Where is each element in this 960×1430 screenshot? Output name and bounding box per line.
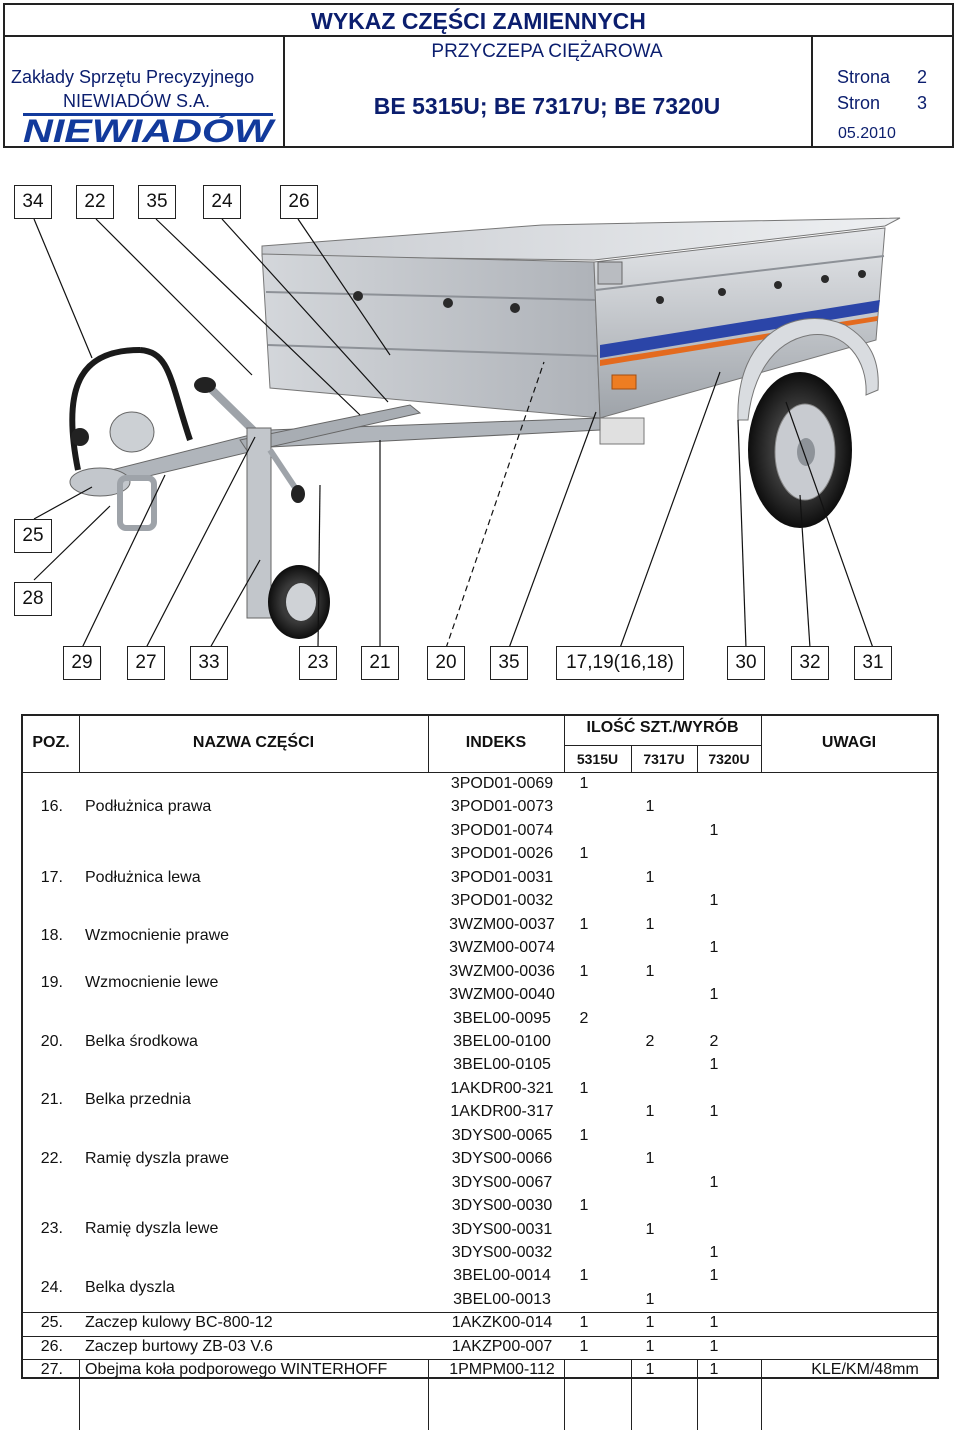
part-quantity: 1 (709, 1361, 719, 1379)
col-divider (697, 1359, 698, 1429)
part-name: Ramię dyszla prawe (85, 1149, 230, 1167)
part-position: 27. (40, 1360, 63, 1378)
part-index: 3DYS00-0065 (451, 1126, 553, 1144)
part-position: 23. (40, 1220, 63, 1238)
callout-22: 22 (76, 185, 114, 219)
callout-24: 24 (203, 185, 241, 219)
part-position: 25. (40, 1314, 63, 1332)
part-quantity: 1 (579, 1314, 589, 1332)
col-header-remarks: UWAGI (821, 734, 877, 751)
part-index: 3BEL00-0100 (453, 1032, 551, 1050)
part-index: 3DYS00-0032 (451, 1244, 553, 1261)
part-name: Belka środkowa (85, 1032, 198, 1050)
part-quantity: 1 (579, 845, 589, 863)
part-name: Obejma koła podporowego WINTERHOFF (85, 1360, 388, 1378)
part-quantity: 1 (645, 1290, 655, 1308)
callout-17-19: 17,19(16,18) (556, 646, 684, 680)
part-index: 3WZM00-0037 (449, 915, 555, 933)
col-divider (761, 1359, 762, 1429)
part-name: Wzmocnienie lewe (85, 974, 219, 992)
part-quantity: 1 (579, 1197, 589, 1215)
part-index: 1AKZK00-014 (451, 1314, 553, 1332)
part-index: 1PMPM00-112 (449, 1361, 555, 1379)
part-quantity: 1 (709, 1337, 719, 1355)
part-quantity: 1 (579, 1267, 589, 1285)
col-header-7317u: 7317U (643, 751, 685, 767)
part-index: 3POD01-0026 (450, 845, 554, 863)
part-quantity: 2 (579, 1009, 589, 1027)
part-quantity: 1 (709, 1173, 719, 1191)
document-title: WYKAZ CZĘŚCI ZAMIENNYCH (311, 8, 646, 34)
callout-25: 25 (14, 519, 52, 553)
col-divider (79, 1359, 80, 1429)
col-divider (428, 1359, 429, 1429)
callout-34: 34 (14, 185, 52, 219)
part-index: 1AKDR00-317 (450, 1103, 554, 1121)
col-divider (564, 1359, 565, 1429)
part-index: 3POD01-0069 (450, 775, 554, 792)
part-quantity: 1 (709, 1314, 719, 1332)
company-name-2: NIEWIADÓW S.A. (63, 91, 211, 111)
part-quantity: 1 (709, 986, 719, 1004)
part-name: Belka przednia (85, 1091, 191, 1109)
col-header-5315u: 5315U (576, 751, 619, 767)
part-index: 3DYS00-0066 (451, 1150, 553, 1168)
part-name: Zaczep kulowy BC-800-12 (85, 1314, 273, 1332)
callout-35-bottom: 35 (490, 646, 528, 680)
callout-30: 30 (727, 646, 765, 680)
part-position: 21. (40, 1091, 63, 1109)
part-index: 3POD01-0031 (450, 868, 554, 886)
part-quantity: 1 (645, 1361, 655, 1379)
col-divider (631, 1359, 632, 1429)
callout-28: 28 (14, 582, 52, 616)
part-index: 3POD01-0073 (450, 798, 554, 816)
part-index: 3BEL00-0014 (453, 1267, 551, 1285)
part-quantity: 1 (579, 962, 589, 980)
callout-32: 32 (791, 646, 829, 680)
part-index: 3WZM00-0074 (449, 939, 555, 957)
col-header-pos: POZ. (32, 734, 70, 751)
part-remarks: KLE/KM/48mm (811, 1361, 919, 1379)
part-index: 3DYS00-0030 (451, 1197, 553, 1215)
part-name: Belka dyszla (85, 1278, 175, 1296)
part-quantity: 1 (645, 962, 655, 980)
trailer-illustration (0, 0, 960, 700)
part-index: 3DYS00-0031 (451, 1220, 553, 1238)
part-position: 19. (40, 974, 63, 992)
callout-20: 20 (427, 646, 465, 680)
part-quantity: 1 (709, 1056, 719, 1074)
part-position: 20. (40, 1032, 63, 1050)
callout-35: 35 (138, 185, 176, 219)
part-position: 22. (40, 1149, 63, 1167)
part-index: 1AKDR00-321 (450, 1079, 554, 1097)
callout-23: 23 (299, 646, 337, 680)
part-index: 3POD01-0032 (450, 892, 554, 910)
company-name: Zakłady Sprzętu Precyzyjnego (11, 67, 255, 87)
part-index: 3WZM00-0036 (449, 962, 555, 980)
col-header-7320u: 7320U (708, 751, 750, 767)
part-quantity: 1 (709, 1267, 719, 1285)
header-row-divider (23, 772, 937, 773)
callout-26: 26 (280, 185, 318, 219)
part-name: Wzmocnienie prawe (85, 927, 230, 945)
parts-table (21, 714, 939, 1379)
callout-31: 31 (854, 646, 892, 680)
document-subtitle: PRZYCZEPA CIĘŻAROWA (431, 41, 663, 62)
callout-33: 33 (190, 646, 228, 680)
part-quantity: 1 (709, 939, 719, 957)
part-quantity: 1 (645, 1337, 655, 1355)
row-divider (564, 745, 761, 746)
part-quantity: 1 (645, 915, 655, 933)
part-quantity: 1 (645, 1150, 655, 1168)
callout-29: 29 (63, 646, 101, 680)
col-header-index: INDEKS (465, 734, 527, 751)
part-index: 3POD01-0074 (450, 821, 554, 839)
part-quantity: 1 (709, 821, 719, 839)
part-name: Podłużnica prawa (85, 798, 212, 816)
part-index: 3BEL00-0095 (453, 1009, 551, 1027)
part-index: 3WZM00-0040 (449, 986, 555, 1004)
logo-text: NIEWIADÓW (23, 113, 277, 145)
col-header-name: NAZWA CZĘŚCI (192, 734, 315, 751)
part-quantity: 2 (645, 1032, 655, 1050)
part-quantity: 1 (709, 1103, 719, 1121)
part-index: 3DYS00-0067 (451, 1173, 553, 1191)
part-index: 3BEL00-0013 (453, 1290, 551, 1308)
document-date: 05.2010 (838, 125, 896, 142)
part-quantity: 1 (579, 1126, 589, 1144)
part-quantity: 1 (645, 868, 655, 886)
part-quantity: 1 (579, 1079, 589, 1097)
page-number: Strona 2 (837, 67, 928, 87)
part-quantity: 1 (645, 1220, 655, 1238)
part-quantity: 1 (645, 798, 655, 816)
page-count: Stron 3 (837, 93, 928, 113)
part-quantity: 1 (645, 1103, 655, 1121)
part-quantity: 1 (579, 775, 589, 792)
col-header-qty: ILOŚĆ SZT./WYRÓB (586, 719, 739, 736)
part-position: 24. (40, 1278, 63, 1296)
part-name: Podłużnica lewa (85, 868, 201, 886)
part-position: 17. (40, 868, 63, 886)
part-quantity: 1 (579, 915, 589, 933)
callout-21: 21 (361, 646, 399, 680)
model-numbers: BE 5315U; BE 7317U; BE 7320U (373, 93, 721, 119)
part-name: Zaczep burtowy ZB-03 V.6 (85, 1337, 273, 1355)
part-quantity: 2 (709, 1032, 719, 1050)
part-name: Ramię dyszla lewe (85, 1220, 219, 1238)
part-quantity: 1 (709, 892, 719, 910)
part-quantity: 1 (579, 1337, 589, 1355)
part-position: 18. (40, 927, 63, 945)
part-quantity: 1 (709, 1244, 719, 1261)
part-quantity: 1 (645, 1314, 655, 1332)
trailer-front-panel (262, 254, 600, 418)
part-position: 26. (40, 1337, 63, 1355)
part-index: 1AKZP00-007 (451, 1337, 553, 1355)
part-index: 3BEL00-0105 (453, 1056, 551, 1074)
part-position: 16. (40, 798, 63, 816)
callout-27: 27 (127, 646, 165, 680)
